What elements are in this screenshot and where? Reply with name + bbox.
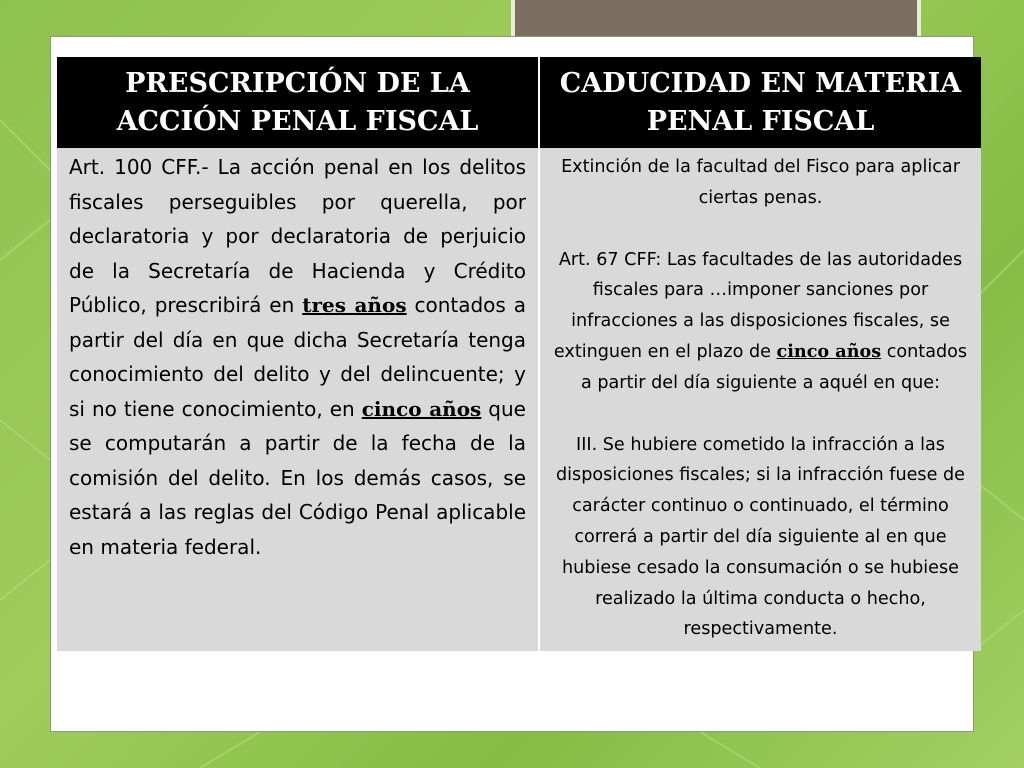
article-67-text: [550, 245, 971, 399]
article-67-part2: contados a partir del día siguiente a aquél en que:: [580, 341, 968, 393]
fraction-iii-text: III. Se hubiere cometido la infracción a las disposiciones fiscales; si la infracción fuese de carácter continuo o continuado, el término correrá a partir del día siguiente al en que hubiese cesado la consumación o se hubiese realizado la última conducta o hecho, respectivamente.: [555, 434, 965, 640]
cell-prescripcion: [57, 148, 539, 651]
emphasis-tres-anos: tres años: [302, 293, 407, 317]
article-100-part3: que se computarán a partir de la fecha de la comisión del delito. En los demás casos, se estará a las reglas del Código Penal aplicable en materia federal.: [69, 396, 526, 559]
cell-caducidad: [539, 148, 981, 651]
emphasis-cinco-anos: cinco años: [361, 396, 482, 421]
caducidad-definition: Extinción de la facultad del Fisco para aplicar ciertas penas.: [561, 157, 960, 208]
header-prescripcion: PRESCRIPCIÓN DE LA ACCIÓN PENAL FISCAL: [57, 57, 539, 148]
comparison-table: [57, 57, 981, 651]
article-100-text: [57, 148, 538, 572]
header-caducidad: CADUCIDAD EN MATERIA PENAL FISCAL: [539, 57, 981, 148]
header-row: [57, 57, 981, 148]
emphasis-cinco-anos-67: cinco años: [776, 340, 882, 362]
content-row: [57, 148, 981, 651]
article-100-part1: Art. 100 CFF.- La acción penal en los delitos fiscales perseguibles por querella, por declaratoria y por declaratoria de perjuicio de la Secretaría de Hacienda y Crédito Público, prescribirá en: [69, 155, 526, 317]
caducidad-text: [540, 148, 981, 651]
article-100-part2: contados a partir del día en que dicha Secretaría tenga conocimiento del delito y del delincuente; y si no tiene conocimiento, en: [69, 293, 527, 421]
article-67-part1: Art. 67 CFF: Las facultades de las autoridades fiscales para …imponer sanciones por infracciones a las disposiciones fiscales, se extinguen en el plazo de: [553, 249, 963, 362]
